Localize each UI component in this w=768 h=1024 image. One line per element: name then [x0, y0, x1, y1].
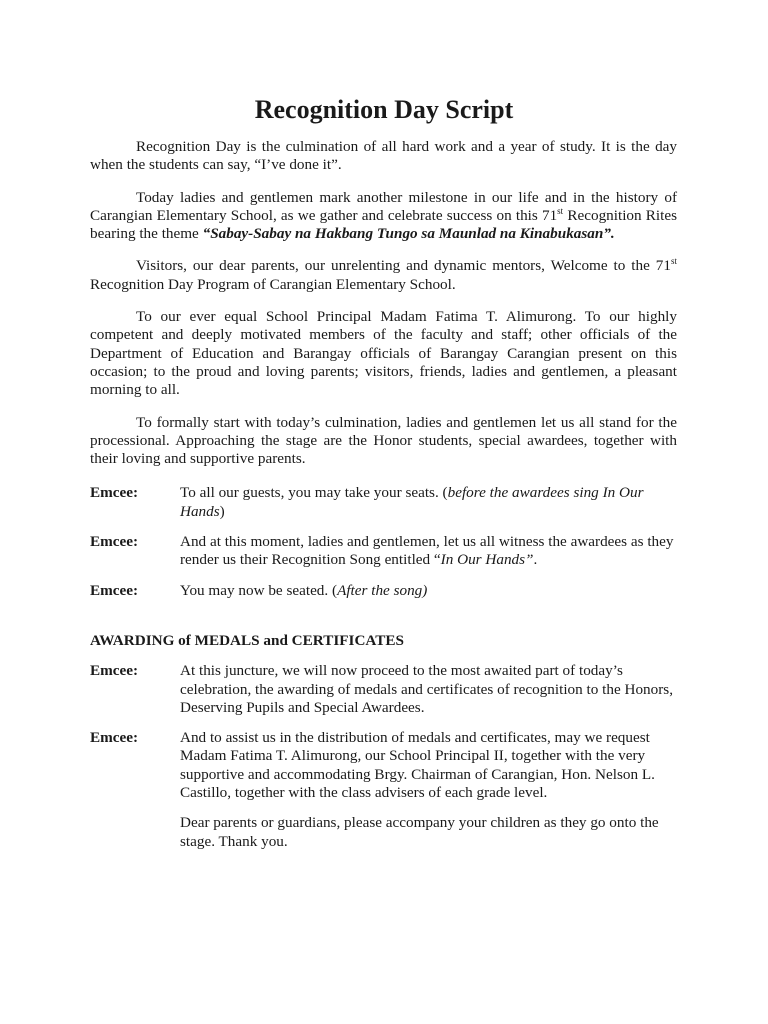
intro-paragraph-2: [90, 189, 677, 244]
intro-paragraph-3-text-b: Recognition Day Program of Carangian Elementary School.: [90, 275, 456, 293]
program-theme: “Sabay-Sabay na Hakbang Tungo sa Maunlad na Kinabukasan”.: [202, 225, 615, 243]
script-line-3: [90, 582, 677, 600]
stage-direction: After the song): [337, 581, 428, 599]
line-text-a: To all our guests, you may take your seats. (: [180, 484, 448, 502]
closing-line: Dear parents or guardians, please accompany your children as they go onto the stage. Thank you.: [180, 814, 659, 850]
intro-paragraph-5: [90, 414, 677, 469]
intro-paragraph-3-text-a: Visitors, our dear parents, our unrelenting and dynamic mentors, Welcome to the 71: [136, 257, 671, 275]
intro-paragraph-5-text: To formally start with today’s culmination, ladies and gentlemen let us all stand for the processional. Approaching the stage are the Honor students, special awardees, together with their loving and supportive parents.: [90, 413, 677, 468]
intro-paragraph-3: [90, 257, 677, 294]
ordinal-suffix: st: [557, 205, 564, 216]
speaker-label: Emcee:: [90, 662, 139, 680]
intro-paragraph-4-text: To our ever equal School Principal Madam Fatima T. Alimurong. To our highly competent and deeply motivated members of the faculty and staff; other officials of the Department of Education and Barangay officials of Barangay Carangian present on this occasion; to the proud and loving parents; visitors, friends, ladies and gentlemen, a pleasant morning to all.: [90, 308, 677, 399]
speaker-label: Emcee:: [90, 581, 139, 599]
document-body: [90, 138, 677, 851]
intro-paragraph-2-text-b: Recognition Rites bearing the theme: [90, 206, 677, 243]
script-line-text: [180, 582, 677, 600]
script-line-4: [90, 662, 677, 717]
ordinal-suffix: st: [670, 256, 677, 267]
stage-direction: before the awardees sing In Our Hands: [180, 484, 644, 520]
intro-paragraph-1: [90, 138, 677, 175]
line-text-a: And at this moment, ladies and gentlemen, let us all witness the awardees as they render us their Recognition Song entitled “: [180, 533, 674, 569]
script-line-text: [180, 533, 677, 570]
script-line-text: At this juncture, we will now proceed to the most awaited part of today’s celebration, the awarding of medals and certificates of recognition to the Honors, Deserving Pupils and Special Awardees.: [180, 662, 673, 716]
section-heading: AWARDING of MEDALS and CERTIFICATES: [90, 631, 404, 649]
line-text-b: ): [219, 502, 225, 520]
script-line-text: [180, 484, 677, 521]
song-title: In Our Hands”: [440, 551, 534, 569]
document-title: Recognition Day Script: [254, 95, 514, 124]
intro-paragraph-2-text-a: Today ladies and gentlemen mark another milestone in our life and in the history of Carangian Elementary School, as we gather and celebrate success on this 71: [90, 188, 677, 224]
script-line-1: [90, 484, 677, 521]
line-text-b: .: [533, 551, 538, 569]
intro-paragraph-4: [90, 308, 677, 399]
line-text-a: You may now be seated. (: [180, 581, 338, 599]
intro-paragraph-1-text: Recognition Day is the culmination of all hard work and a year of study. It is the day when the students can say, “I’ve done it”.: [90, 138, 677, 174]
speaker-label: Emcee:: [90, 533, 139, 551]
speaker-label: Emcee:: [90, 484, 139, 502]
script-line-5: [90, 729, 677, 802]
script-line-2: [90, 533, 677, 570]
script-line-text: And to assist us in the distribution of medals and certificates, may we request Madam Fatima T. Alimurong, our School Principal II, together with the very supportive and accommodating Brgy. Chairman of Carangian, Hon. Nelson L. Castillo, together with the class advisers of each grade level.: [180, 729, 655, 802]
speaker-label: Emcee:: [90, 729, 139, 747]
